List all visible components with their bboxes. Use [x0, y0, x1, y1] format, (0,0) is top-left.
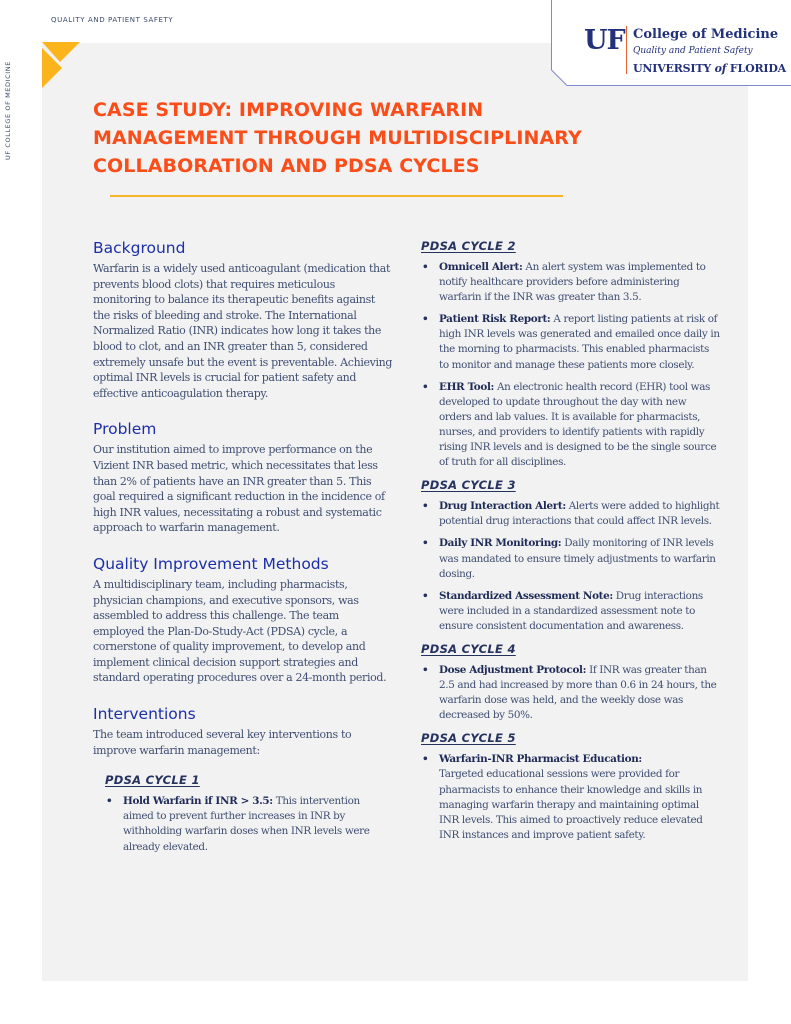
item-text: An electronic health record (EHR) tool was developed to update throughout the day with new orders and lab values. It is available for pharmacists, nurses, and providers to identify patients with rapidly rising INR levels and is designed to be the single source of truth for all disciplines. [439, 380, 717, 469]
list-item [421, 260, 721, 305]
problem-text: Our institution aimed to improve performance on the Vizient INR based metric, which necessitates that less than 2% of patients have an INR greater than 5. This goal required a significant reduction in the incidence of high INR values, necessitating a robust and systematic approach to warfarin management. [93, 443, 385, 535]
pdsa-cycle-5 [421, 730, 721, 843]
item-title: Patient Risk Report: [439, 313, 551, 326]
logo-divider [626, 26, 627, 74]
title-divider [110, 195, 563, 197]
item-text: Daily monitoring of INR levels was mandated to ensure timely adjustments to warfarin dosing. [439, 537, 716, 580]
pdsa-cycle-1 [93, 772, 393, 854]
logo-university-b: of [714, 62, 727, 75]
problem-section [93, 419, 393, 536]
list-item [421, 589, 721, 634]
interventions-section [93, 704, 393, 758]
cycle-label: PDSA CYCLE 5 [421, 731, 516, 746]
list-item [421, 380, 721, 471]
bullet-icon: • [422, 663, 429, 676]
top-label: QUALITY AND PATIENT SAFETY [51, 16, 174, 24]
page-title: CASE STUDY: IMPROVING WARFARIN MANAGEMENT THROUGH MULTIDISCIPLINARY COLLABORATION AND PDSA CYCLES [93, 99, 582, 177]
interventions-heading: Interventions [93, 705, 196, 724]
item-title: Standardized Assessment Note: [439, 589, 613, 602]
list-item [421, 536, 721, 581]
pdsa-cycle-3 [421, 477, 721, 634]
logo-college: College of Medicine [633, 27, 779, 42]
list-item [421, 752, 721, 843]
background-heading: Background [93, 239, 186, 257]
item-title: Hold Warfarin if INR > 3.5: [123, 795, 273, 808]
pdsa-cycle-2 [421, 238, 721, 470]
bullet-icon: • [422, 313, 429, 326]
methods-heading: Quality Improvement Methods [93, 554, 329, 573]
item-title: Dose Adjustment Protocol: [439, 663, 587, 676]
uf-logo-mark: UF [584, 25, 625, 56]
list-item [421, 499, 721, 529]
bullet-icon: • [422, 589, 429, 602]
item-title: Warfarin-INR Pharmacist Education: [439, 753, 642, 766]
list-item [421, 663, 721, 723]
logo-university-c: FLORIDA [726, 62, 787, 75]
logo-university-a: UNIVERSITY [633, 62, 715, 75]
cycle-label: PDSA CYCLE 4 [421, 641, 516, 656]
item-text: This intervention aimed to prevent further increases in INR by withholding warfarin doses when INR levels were already elevated. [123, 795, 370, 853]
bullet-icon: • [422, 380, 429, 393]
logo-dept: Quality and Patient Safety [633, 46, 753, 56]
logo-university [633, 62, 786, 75]
corner-accent-icon [30, 30, 110, 100]
pdsa-cycle-4 [421, 641, 721, 723]
methods-text: A multidisciplinary team, including pharmacists, physician champions, and executive sponsors, was assembled to address this challenge. The team employed the Plan-Do-Study-Act (PDSA) cycle, a cornerstone of quality improvement, to develop and implement clinical decision support strategies and standard operating procedures over a 24-month period. [93, 577, 387, 685]
item-title: Daily INR Monitoring: [439, 537, 562, 550]
item-title: EHR Tool: [439, 380, 495, 393]
item-title: Drug Interaction Alert: [439, 500, 566, 513]
problem-heading: Problem [93, 420, 157, 439]
left-column [93, 238, 393, 862]
side-label: UF COLLEGE OF MEDICINE [4, 61, 12, 160]
cycle-label: PDSA CYCLE 2 [421, 239, 516, 253]
methods-section [93, 554, 393, 686]
item-text: Alerts were added to highlight potential drug interactions that could affect INR levels. [439, 500, 720, 528]
bullet-icon: • [422, 753, 429, 766]
right-column [421, 238, 721, 850]
logo-card [551, 0, 791, 100]
bullet-icon: • [422, 537, 429, 550]
bullet-icon: • [106, 795, 113, 808]
item-text: A report listing patients at risk of high INR levels was generated and emailed once daily in the morning to pharmacists. This enabled pharmacists to monitor and manage these patients more closely. [439, 313, 720, 371]
item-text: If INR was greater than 2.5 and had increased by more than 0.6 in 24 hours, the warfarin dose was held, and the weekly dose was decreased by 50%. [439, 663, 717, 722]
bullet-icon: • [422, 261, 429, 273]
item-text: Drug interactions were included in a standardized assessment note to ensure consistent documentation and awareness. [439, 589, 703, 632]
interventions-text: The team introduced several key interventions to improve warfarin management: [93, 728, 352, 757]
item-title: Omnicell Alert: [439, 261, 523, 273]
bullet-icon: • [422, 500, 429, 513]
list-item [421, 312, 721, 372]
item-text: An alert system was implemented to notify healthcare providers before administering warfarin if the INR was greater than 3.5. [439, 261, 706, 304]
background-text: Warfarin is a widely used anticoagulant (medication that prevents blood clots) that requires meticulous monitoring to balance its therapeutic benefits against the risks of bleeding and stroke. The International Normalized Ratio (INR) indicates how long it takes the blood to clot, and an INR greater than 5, considered extremely unsafe but the event is preventable. Achieving optimal INR levels is crucial for patient safety and effective anticoagulation therapy. [93, 262, 393, 400]
background-section [93, 238, 393, 401]
cycle-label: PDSA CYCLE 1 [105, 773, 200, 788]
item-text: Targeted educational sessions were provided for pharmacists to enhance their knowledge and skills in managing warfarin therapy and maintaining optimal INR levels. This aimed to proactively reduce elevated INR instances and improve patient safety. [439, 768, 703, 841]
cycle-label: PDSA CYCLE 3 [421, 478, 516, 493]
list-item [105, 794, 393, 854]
